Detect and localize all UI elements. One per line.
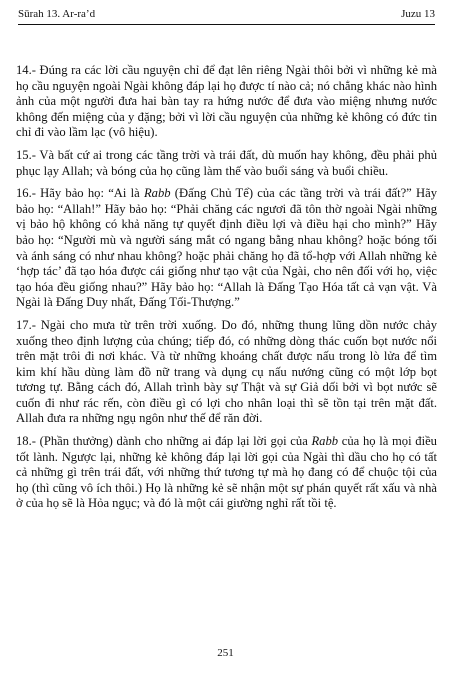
verse-15 [16, 148, 437, 179]
italic-term: Rabb [143, 186, 171, 201]
surah-title: Sūrah 13. Ar-ra’d [18, 8, 96, 20]
header-rule [18, 24, 435, 25]
verse-16 [16, 186, 437, 311]
text-run: (Đấng Chủ Tể) của các tầng trời và trái đất?” Hãy bảo họ: “Allah!” Hãy bảo họ: “Phải chăng các ngươi đã tôn thờ ngoài Ngài những vị bảo hộ không có khả năng tự quyết định điều lợi và điều hại cho mình?” Hãy bảo họ: “Người mù và người sáng mắt có ngang bằng nhau không? hoặc bóng tối và ánh sáng có như nhau không? hoặc phải chăng họ đã tổ-hợp với Allah những kẻ ‘hợp tác’ đã tạo hóa được cái giống như tạo vật của Ngài, cho nên đối với họ, việc tạo hóa đều giống nhau?” Hãy bảo họ: “Allah là Đấng Tạo Hóa tất cả vạn vật. Và Ngài là Đấng Duy nhất, Đấng Tối-Thượng.” [16, 186, 438, 310]
verse-14 [16, 63, 437, 141]
verse-17 [16, 318, 437, 427]
page-number: 251 [217, 647, 234, 659]
text-run: của họ là mọi điều tốt lành. Ngược lại, những kẻ không đáp lại lời gọi của Ngài thì dầu cho họ có tất cả những gì trên trái đất, với những thứ tương tự mà họ đang có để chuộc tội của họ (thì cũng vô ích thôi.) Họ là những kẻ sẽ nhận một sự phán quyết rất xấu và nhà ở của họ sẽ là Hỏa ngục; và đó là một cái giường nghỉ rất tồi tệ. [16, 434, 437, 511]
text-run: 14.- Đúng ra các lời cầu nguyện chỉ để đạt lên riêng Ngài thôi bởi vì những kẻ mà họ cầu nguyện ngoài Ngài không đáp lại họ được tí nào cả; nó chẳng khác nào hình ảnh của một người đưa hai bàn tay ra hứng nước để đưa vào miệng nhưng nước không đến miệng của y đặng; bởi vì lời cầu nguyện của những kẻ không có đức tin chỉ đi vào lầm lạc (vô hiệu). [16, 63, 437, 140]
verse-18 [16, 434, 437, 512]
text-run: 18.- (Phần thưởng) dành cho những ai đáp lại lời gọi của [16, 434, 312, 449]
text-run: 15.- Và bất cứ ai trong các tầng trời và trái đất, dù muốn hay không, đều phải phủ phục lạy Allah; và bóng của họ cũng làm thế vào buổi sáng và buổi chiều. [16, 147, 437, 178]
running-header [18, 5, 435, 23]
text-run: 17.- Ngài cho mưa từ trên trời xuống. Do đó, những thung lũng dồn nước chảy xuống theo định lượng của chúng; tiếp đó, có những dòng thác cuốn bọt nước nổi trên mặt trôi đi nơi khác. Và từ những khoáng chất được nấu trong lò lửa để tìm kim khí hầu dùng làm đồ nữ trang và dụng cụ nấu nướng cũng có một lớp bọt tương tự. Bằng cách đó, Allah trình bày sự Thật và sự Giả dối bởi vì bọt nước sẽ cuốn đi như rác rến, còn điều gì có lợi cho nhân loại thì sẽ tồn tại trên mặt đất. Allah đưa ra những ngụ ngôn như thế để răn đời. [16, 317, 437, 426]
italic-term: Rabb [311, 434, 339, 449]
verse-text [16, 63, 437, 519]
juzu-label: Juzu 13 [401, 8, 435, 20]
text-run: 16.- Hãy bảo họ: “Ai là [16, 186, 144, 201]
